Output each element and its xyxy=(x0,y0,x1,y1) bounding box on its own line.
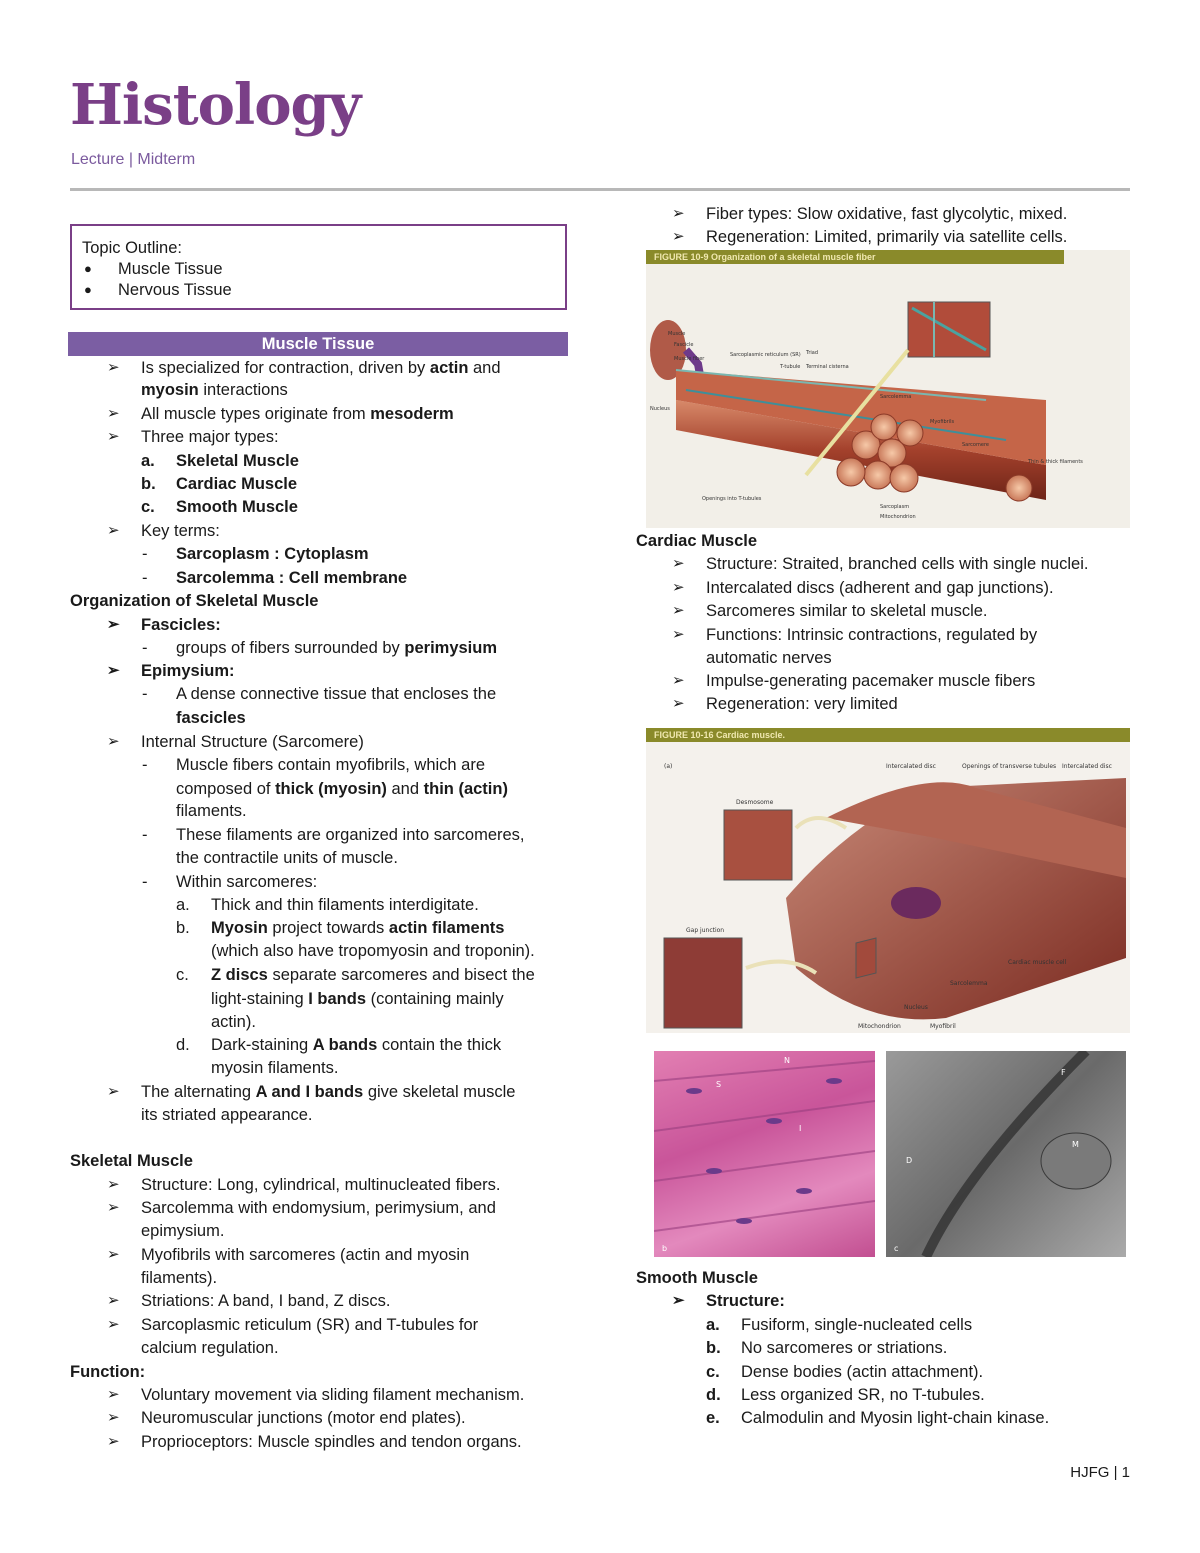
figure-cardiac-caption: FIGURE 10-16 Cardiac muscle. xyxy=(646,728,1130,742)
outline-item-nervous: ● Nervous Tissue xyxy=(118,280,232,300)
label-sarcolemma-2: Sarcolemma xyxy=(950,980,988,987)
sarcomere-point-d: d. Dark-staining A bands contain the thick xyxy=(176,1036,502,1054)
micrograph-light xyxy=(654,1051,875,1257)
bullet-internal-structure: ➢ Internal Structure (Sarcomere) xyxy=(141,732,364,752)
label-muscle: Muscle xyxy=(668,331,686,337)
heading-smooth-muscle: Smooth Muscle xyxy=(636,1269,758,1287)
cardiac-point-6: ➢ Regeneration: very limited xyxy=(706,694,898,714)
smooth-point-c: c. Dense bodies (actin attachment). xyxy=(706,1363,984,1381)
micrograph-label-s: S xyxy=(716,1080,722,1089)
label-openings-tubules: Openings of transverse tubules xyxy=(962,763,1057,770)
label-mitochondrion: Mitochondrion xyxy=(880,514,916,520)
micrograph-electron xyxy=(886,1051,1126,1257)
micrograph-label-f: F xyxy=(1061,1068,1066,1077)
figure-skeletal-fiber xyxy=(646,250,1130,528)
bullet-intro-1-cont: myosin interactions xyxy=(141,381,288,399)
cardiac-point-5: ➢ Impulse-generating pacemaker muscle fibers xyxy=(706,671,1035,691)
internal-point-2-cont: the contractile units of muscle. xyxy=(176,849,398,867)
cardiac-point-2: ➢ Intercalated discs (adherent and gap junctions). xyxy=(706,578,1054,598)
sarcomere-point-d-cont: myosin filaments. xyxy=(211,1059,339,1077)
topic-outline-box xyxy=(70,224,567,310)
sarcomere-point-b-cont: (which also have tropomyosin and troponin). xyxy=(211,942,535,960)
term-sarcoplasm: - Sarcoplasm : Cytoplasm xyxy=(176,544,369,564)
epimysium-definition-cont: fascicles xyxy=(176,709,246,727)
micrograph-label-n: N xyxy=(784,1056,790,1065)
smooth-point-b: b. No sarcomeres or striations. xyxy=(706,1339,948,1357)
page-title: Histology xyxy=(70,72,361,138)
label-filaments: Thin & thick filaments xyxy=(1028,459,1083,465)
figure-cardiac-muscle xyxy=(646,728,1130,1033)
outline-item-muscle: ● Muscle Tissue xyxy=(118,259,223,279)
internal-point-1: - Muscle fibers contain myofibrils, which are xyxy=(176,755,485,775)
label-mitochondrion-2: Mitochondrion xyxy=(858,1023,901,1030)
label-fascicle: Fascicle xyxy=(674,342,694,348)
micrograph-label-b: b xyxy=(662,1244,668,1253)
skeletal-point-2-cont: epimysium. xyxy=(141,1222,225,1240)
smooth-structure: ➢ Structure: xyxy=(706,1291,785,1311)
label-terminal-cisterna: Terminal cisterna xyxy=(806,364,849,370)
skeletal-point-5: ➢ Sarcoplasmic reticulum (SR) and T-tubules for xyxy=(141,1315,478,1335)
epimysium-definition: - A dense connective tissue that encloses the xyxy=(176,684,496,704)
label-nucleus: Nucleus xyxy=(650,406,670,412)
sarcomere-point-c-cont: light-staining I bands (containing mainly xyxy=(211,990,504,1008)
label-myofibril: Myofibril xyxy=(930,1023,956,1030)
micrograph-label-m: M xyxy=(1072,1140,1079,1149)
sarcomere-point-c-cont2: actin). xyxy=(211,1013,256,1031)
smooth-point-a: a. Fusiform, single-nucleated cells xyxy=(706,1316,973,1334)
sarcomere-point-a: a. Thick and thin filaments interdigitate. xyxy=(176,896,479,914)
cardiac-illustration xyxy=(646,728,1130,1033)
micrograph-light-detail xyxy=(654,1051,875,1257)
bullet-intro-3: ➢ Three major types: xyxy=(141,427,279,447)
type-smooth: c. Smooth Muscle xyxy=(141,498,298,516)
section-bar-muscle-tissue: Muscle Tissue xyxy=(68,332,568,356)
internal-point-3: - Within sarcomeres: xyxy=(176,872,317,892)
label-intercalated-2: Intercalated disc xyxy=(1062,763,1112,770)
cardiac-point-3: ➢ Sarcomeres similar to skeletal muscle. xyxy=(706,601,988,621)
page-footer: HJFG | 1 xyxy=(1070,1464,1130,1481)
micrograph-electron-detail xyxy=(886,1051,1126,1257)
smooth-point-e: e. Calmodulin and Myosin light-chain kinase. xyxy=(706,1409,1050,1427)
fascicles-definition: - groups of fibers surrounded by perimysium xyxy=(176,638,497,658)
label-sarcolemma: Sarcolemma xyxy=(880,394,912,400)
label-myofibrils: Myofibrils xyxy=(930,419,955,425)
regeneration-point: ➢ Regeneration: Limited, primarily via satellite cells. xyxy=(706,227,1067,247)
label-muscle-fiber: Muscle fiber xyxy=(674,356,705,362)
heading-organization: Organization of Skeletal Muscle xyxy=(70,592,319,610)
function-point-1: ➢ Voluntary movement via sliding filament mechanism. xyxy=(141,1385,524,1405)
label-intercalated-1: Intercalated disc xyxy=(886,763,936,770)
skeletal-point-1: ➢ Structure: Long, cylindrical, multinucleated fibers. xyxy=(141,1175,501,1195)
bullet-epimysium: ➢ Epimysium: xyxy=(141,661,235,681)
figure-caption: FIGURE 10-9 Organization of a skeletal muscle fiber xyxy=(646,250,1064,264)
cardiac-point-4-cont: automatic nerves xyxy=(706,649,832,667)
heading-function: Function: xyxy=(70,1363,146,1381)
bullet-alternating-bands: ➢ The alternating A and I bands give skeletal muscle xyxy=(141,1082,515,1102)
heading-skeletal-muscle: Skeletal Muscle xyxy=(70,1152,193,1170)
micrograph-label-d: D xyxy=(906,1156,913,1165)
smooth-point-d: d. Less organized SR, no T-tubules. xyxy=(706,1386,985,1404)
label-cardiac-cell: Cardiac muscle cell xyxy=(1008,959,1067,966)
label-openings: Openings into T-tubules xyxy=(702,496,762,502)
function-point-2: ➢ Neuromuscular junctions (motor end plates). xyxy=(141,1408,466,1428)
label-nucleus-2: Nucleus xyxy=(904,1004,928,1011)
internal-point-1-cont: composed of thick (myosin) and thin (actin) xyxy=(176,780,508,798)
label-sarcoplasm: Sarcoplasm xyxy=(880,504,910,510)
label-panel-a: (a) xyxy=(664,763,673,770)
label-t-tubule: T-tubule xyxy=(780,364,801,370)
label-gap-junction: Gap junction xyxy=(686,927,725,934)
internal-point-2: - These filaments are organized into sarcomeres, xyxy=(176,825,525,845)
bullet-intro-2: ➢ All muscle types originate from mesoderm xyxy=(141,404,454,424)
function-point-3: ➢ Proprioceptors: Muscle spindles and tendon organs. xyxy=(141,1432,522,1452)
type-skeletal: a. Skeletal Muscle xyxy=(141,452,299,470)
bullet-key-terms: ➢ Key terms: xyxy=(141,521,220,541)
label-sarcomere: Sarcomere xyxy=(962,442,989,448)
bullet-intro-1: ➢ Is specialized for contraction, driven by actin and xyxy=(141,358,501,378)
bullet-alternating-bands-cont: its striated appearance. xyxy=(141,1106,313,1124)
heading-cardiac-muscle: Cardiac Muscle xyxy=(636,532,758,550)
sarcomere-point-c: c. Z discs separate sarcomeres and bisect the xyxy=(176,966,535,984)
skeletal-fiber-illustration xyxy=(646,250,1130,528)
skeletal-point-3: ➢ Myofibrils with sarcomeres (actin and myosin xyxy=(141,1245,469,1265)
header-divider xyxy=(70,188,1130,191)
skeletal-point-5-cont: calcium regulation. xyxy=(141,1339,279,1357)
skeletal-point-4: ➢ Striations: A band, I band, Z discs. xyxy=(141,1291,390,1311)
label-desmosome: Desmosome xyxy=(736,799,774,806)
internal-point-1-cont2: filaments. xyxy=(176,802,247,820)
outline-heading: Topic Outline: xyxy=(82,239,182,257)
micrograph-label-i: I xyxy=(799,1124,802,1133)
skeletal-point-2: ➢ Sarcolemma with endomysium, perimysium, and xyxy=(141,1198,496,1218)
label-sr: Sarcoplasmic reticulum (SR) xyxy=(730,352,801,358)
sarcomere-point-b: b. Myosin project towards actin filaments xyxy=(176,919,505,937)
term-sarcolemma: - Sarcolemma : Cell membrane xyxy=(176,568,407,588)
label-triad: Triad xyxy=(806,350,819,356)
page-subtitle: Lecture | Midterm xyxy=(71,151,196,168)
type-cardiac: b. Cardiac Muscle xyxy=(141,475,298,493)
cardiac-point-1: ➢ Structure: Straited, branched cells with single nuclei. xyxy=(706,554,1088,574)
skeletal-point-3-cont: filaments). xyxy=(141,1269,218,1287)
cardiac-point-4: ➢ Functions: Intrinsic contractions, regulated by xyxy=(706,625,1037,645)
micrograph-label-c: c xyxy=(894,1244,899,1253)
fiber-types-point: ➢ Fiber types: Slow oxidative, fast glycolytic, mixed. xyxy=(706,204,1067,224)
bullet-fascicles: ➢ Fascicles: xyxy=(141,615,221,635)
